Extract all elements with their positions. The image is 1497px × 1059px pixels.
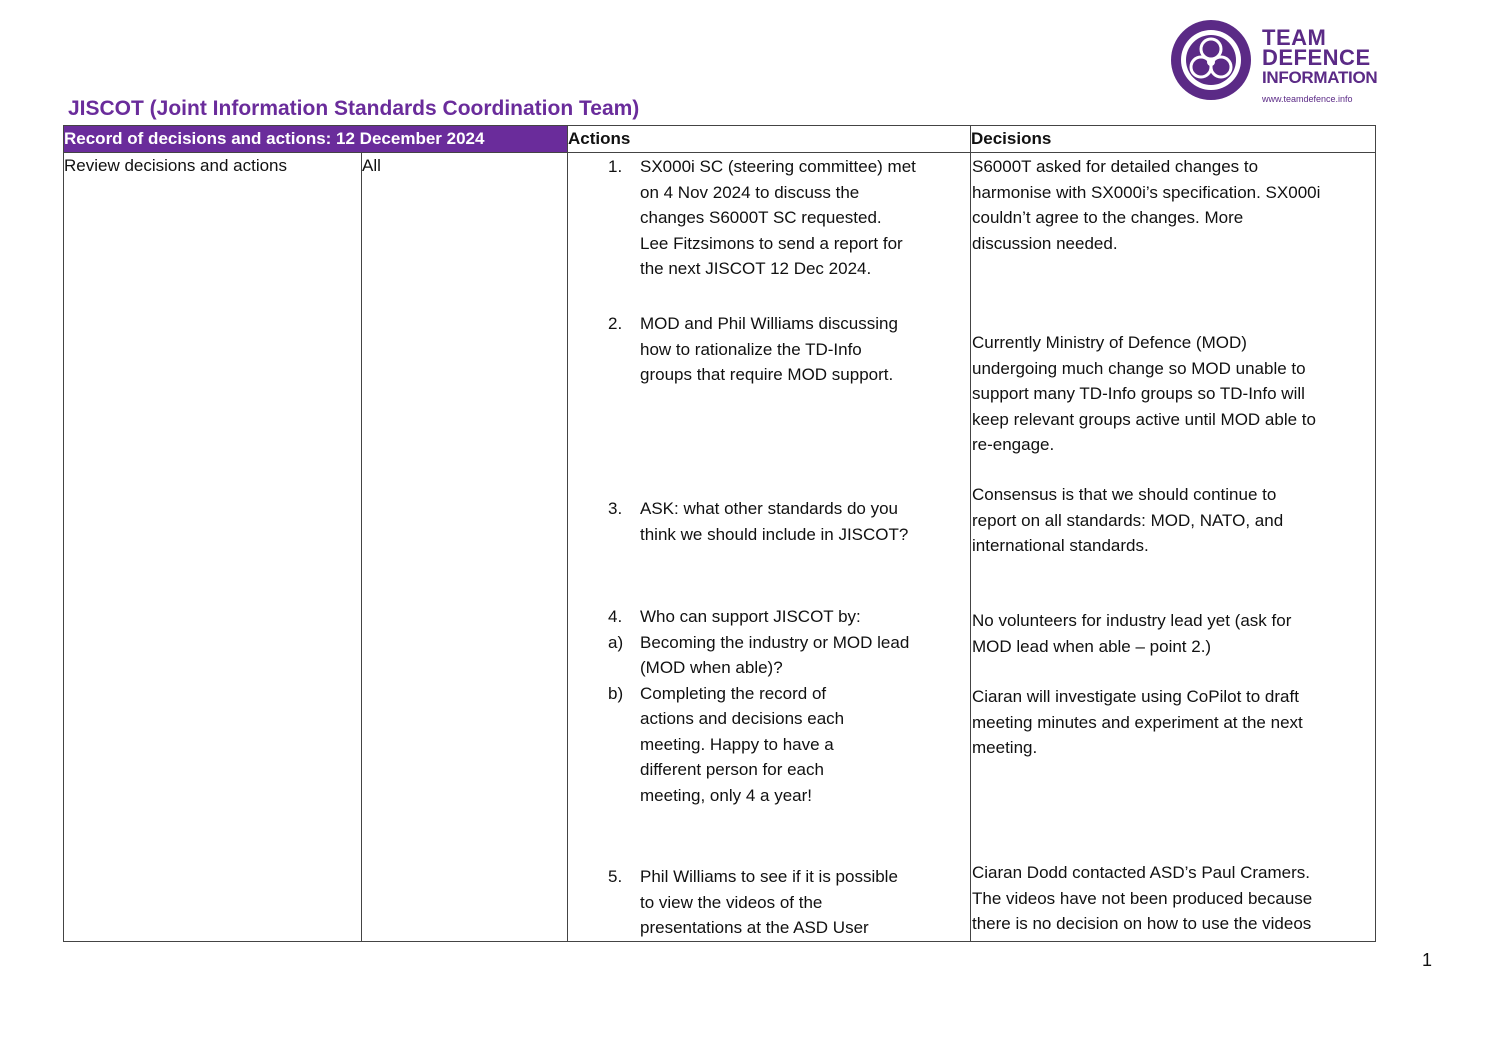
action-item-4: 4. Who can support JISCOT by: a) Becoming the industry or MOD lead (MOD when able)? b) Completing the record of actions and decisions each meeting. Happy to have a different person for each meeting, only 4 a year! [608,604,928,808]
owner-cell: All [362,153,568,942]
topic-cell: Review decisions and actions [64,153,362,942]
decision-5: Ciaran will investigate using CoPilot to draft meeting minutes and experiment at the next meeting. [972,687,1303,757]
action-subitem-b: b) Completing the record of actions and decisions each meeting. Happy to have a different person for each meeting, only 4 a year! [608,683,845,805]
action-item-2: 2. MOD and Phil Williams discussing how to rationalize the TD-Info groups that require MOD support. [608,314,898,384]
decision-3: Consensus is that we should continue to report on all standards: MOD, NATO, and international standards. [972,485,1284,555]
decision-4: No volunteers for industry lead yet (ask for MOD lead when able – point 2.) [972,611,1292,656]
action-subitem-a: a) Becoming the industry or MOD lead (MOD when able)? [608,632,910,677]
decision-2: Currently Ministry of Defence (MOD) undergoing much change so MOD unable to support many TD-Info groups so TD-Info will keep relevant groups active until MOD able to re-engage. [972,333,1316,454]
table-row [64,153,1376,942]
header-record: Record of decisions and actions: 12 December 2024 [64,126,568,153]
page-number: 1 [1422,950,1433,970]
decision-1: S6000T asked for detailed changes to harmonise with SX000i’s specification. SX000i couldn’t agree to the changes. More discussion needed. [972,157,1321,253]
header-actions: Actions [568,126,971,153]
decisions-cell [971,153,1376,942]
action-item-5: 5. Phil Williams to see if it is possible to view the videos of the presentations at the ASD User [608,867,898,937]
logo-line-team: TEAM [1262,25,1327,50]
logo-line-defence: DEFENCE [1262,45,1371,70]
action-item-3: 3. ASK: what other standards do you think we should include in JISCOT? [608,499,909,544]
action-item-1: 1. SX000i SC (steering committee) met on 4 Nov 2024 to discuss the changes S6000T SC requested. Lee Fitzsimons to send a report for the next JISCOT 12 Dec 2024. [608,157,916,278]
table-header-row [64,126,1376,153]
logo-line-information: INFORMATION [1262,68,1378,87]
logo-emblem-icon [1168,16,1254,104]
team-defence-logo [1168,16,1382,108]
actions-cell [568,153,971,942]
document-title: JISCOT (Joint Information Standards Coordination Team) [68,97,640,120]
record-table [63,125,1376,942]
logo-wordmark [1262,25,1378,88]
logo-url: www.teamdefence.info [1262,94,1353,104]
decision-6: Ciaran Dodd contacted ASD’s Paul Cramers. The videos have not been produced because there is no decision on how to use the videos [972,863,1313,933]
header-decisions: Decisions [971,126,1376,153]
